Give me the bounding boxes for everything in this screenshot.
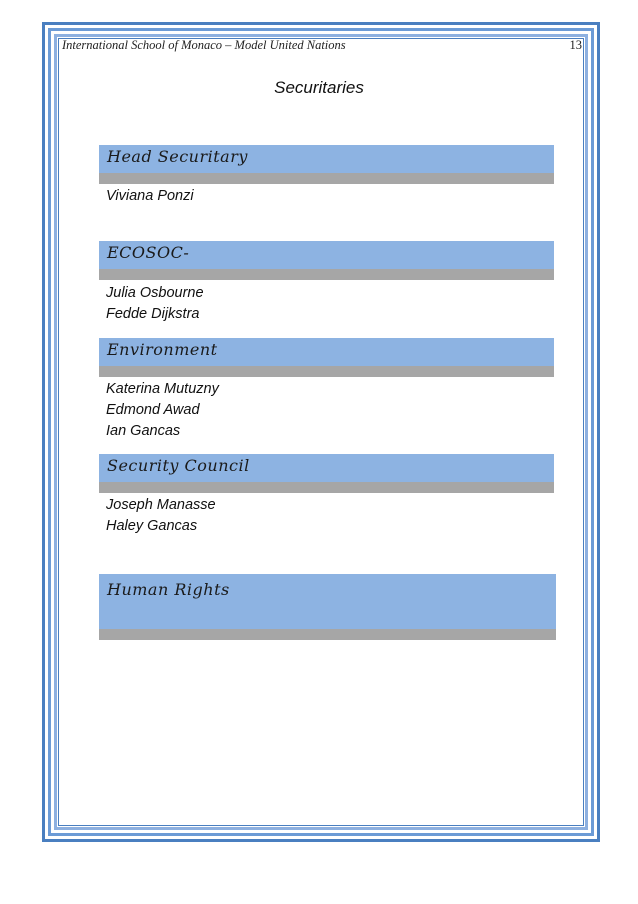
section-stripe bbox=[99, 629, 556, 640]
member-name: Julia Osbourne bbox=[106, 285, 204, 301]
header-title: International School of Monaco – Model United Nations bbox=[62, 38, 346, 52]
section-label: ECOSOC- bbox=[107, 243, 190, 262]
section-stripe bbox=[99, 366, 554, 377]
section-header-human-rights bbox=[99, 574, 556, 640]
section-stripe bbox=[99, 173, 554, 184]
member-list-head-securitary bbox=[106, 186, 194, 207]
member-name: Fedde Dijkstra bbox=[106, 306, 200, 322]
section-stripe bbox=[99, 482, 554, 493]
section-stripe bbox=[99, 269, 554, 280]
page-header bbox=[62, 38, 582, 56]
section-header-head-securitary bbox=[99, 145, 554, 184]
member-name: Joseph Manasse bbox=[106, 497, 216, 513]
section-label: Security Council bbox=[107, 456, 250, 475]
page-number: 13 bbox=[569, 38, 582, 52]
member-list-security-council bbox=[106, 495, 216, 537]
section-header-security-council bbox=[99, 454, 554, 493]
member-name: Katerina Mutuzny bbox=[106, 381, 219, 397]
member-name: Viviana Ponzi bbox=[106, 188, 194, 204]
member-list-environment bbox=[106, 379, 219, 442]
section-header-environment bbox=[99, 338, 554, 377]
member-name: Ian Gancas bbox=[106, 423, 181, 439]
section-label: Human Rights bbox=[107, 580, 230, 599]
section-label: Head Securitary bbox=[107, 147, 248, 166]
member-list-ecosoc bbox=[106, 283, 204, 325]
section-header-ecosoc bbox=[99, 241, 554, 280]
member-name: Edmond Awad bbox=[106, 402, 200, 418]
member-name: Haley Gancas bbox=[106, 518, 198, 534]
page-title: Securitaries bbox=[274, 78, 364, 97]
section-label: Environment bbox=[107, 340, 218, 359]
